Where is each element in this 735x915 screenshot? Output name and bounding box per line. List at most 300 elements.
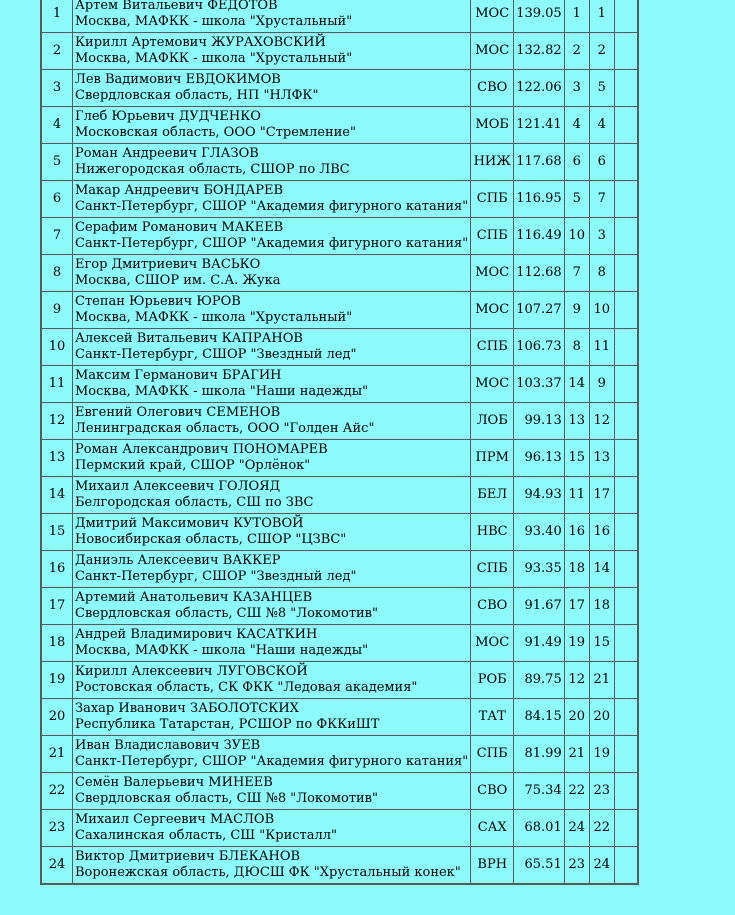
skater-cell <box>73 662 471 699</box>
short-program-place: 14 <box>568 376 585 391</box>
short-program-place-cell <box>564 514 589 551</box>
short-program-place: 17 <box>568 598 585 613</box>
region-code: БЕЛ <box>477 487 508 502</box>
total-score: 99.13 <box>524 413 562 428</box>
skater-name: Максим Германович БРАГИН <box>75 368 282 383</box>
total-score: 117.68 <box>516 154 562 169</box>
total-score-cell <box>514 810 565 847</box>
skater-club: Санкт-Петербург, СШОР "Академия фигурного катания" <box>75 199 469 214</box>
place-cell <box>41 107 73 144</box>
free-skate-place-cell <box>589 292 614 329</box>
short-program-place: 20 <box>568 709 585 724</box>
skater-club: Пермский край, СШОР "Орлёнок" <box>75 458 311 473</box>
skater-cell <box>73 107 471 144</box>
table-row <box>41 33 638 70</box>
short-program-place-cell <box>564 366 589 403</box>
skater-club: Сахалинская область, СШ "Кристалл" <box>75 828 337 843</box>
empty-cell <box>614 181 638 218</box>
region-cell <box>471 736 514 773</box>
skater-name: Михаил Сергеевич МАСЛОВ <box>75 812 275 827</box>
skater-name: Роман Александрович ПОНОМАРЕВ <box>75 442 328 457</box>
skater-cell <box>73 33 471 70</box>
short-program-place-cell <box>564 218 589 255</box>
place-value: 10 <box>48 339 66 354</box>
total-score-cell <box>514 366 565 403</box>
short-program-place-cell <box>564 662 589 699</box>
free-skate-place-cell <box>589 144 614 181</box>
place-cell <box>41 773 73 810</box>
short-program-place-cell <box>564 144 589 181</box>
total-score-cell <box>514 144 565 181</box>
place-value: 12 <box>48 413 66 428</box>
skater-cell <box>73 477 471 514</box>
skater-cell <box>73 736 471 773</box>
table-row <box>41 477 638 514</box>
skater-cell <box>73 847 471 885</box>
region-code: МОС <box>475 6 510 21</box>
total-score-cell <box>514 551 565 588</box>
region-cell <box>471 477 514 514</box>
total-score-cell <box>514 514 565 551</box>
skater-club: Республика Татарстан, РСШОР по ФККиШТ <box>75 717 380 732</box>
table-row <box>41 810 638 847</box>
total-score-cell <box>514 736 565 773</box>
free-skate-place-cell <box>589 736 614 773</box>
place-value: 9 <box>52 302 62 317</box>
skater-cell <box>73 699 471 736</box>
skater-club: Свердловская область, НП "НЛФК" <box>75 88 319 103</box>
place-cell <box>41 440 73 477</box>
free-skate-place: 2 <box>597 43 606 58</box>
table-row <box>41 0 638 33</box>
total-score: 68.01 <box>524 820 562 835</box>
total-score: 93.40 <box>524 524 562 539</box>
skater-name: Михаил Алексеевич ГОЛОЯД <box>75 479 281 494</box>
skater-cell <box>73 329 471 366</box>
empty-cell <box>614 514 638 551</box>
skater-club: Москва, МАФКК - школа "Хрустальный" <box>75 310 353 325</box>
total-score-cell <box>514 588 565 625</box>
total-score-cell <box>514 107 565 144</box>
skater-club: Белгородская область, СШ по ЗВС <box>75 495 314 510</box>
skater-cell <box>73 292 471 329</box>
free-skate-place-cell <box>589 810 614 847</box>
empty-cell <box>614 810 638 847</box>
short-program-place: 9 <box>572 302 581 317</box>
total-score-cell <box>514 440 565 477</box>
free-skate-place-cell <box>589 773 614 810</box>
free-skate-place-cell <box>589 625 614 662</box>
skater-name: Захар Иванович ЗАБОЛОТСКИХ <box>75 701 299 716</box>
skater-cell <box>73 588 471 625</box>
total-score: 103.37 <box>516 376 562 391</box>
table-row <box>41 588 638 625</box>
free-skate-place: 14 <box>593 561 610 576</box>
region-cell <box>471 847 514 885</box>
short-program-place: 24 <box>568 820 585 835</box>
place-cell <box>41 33 73 70</box>
skater-name: Алексей Витальевич КАПРАНОВ <box>75 331 303 346</box>
empty-cell <box>614 736 638 773</box>
region-code: МОС <box>475 635 510 650</box>
place-value: 6 <box>52 191 62 206</box>
free-skate-place: 1 <box>597 6 606 21</box>
free-skate-place: 12 <box>593 413 610 428</box>
region-cell <box>471 144 514 181</box>
skater-name: Артём Витальевич ФЕДОТОВ <box>75 0 278 13</box>
region-cell <box>471 107 514 144</box>
free-skate-place-cell <box>589 514 614 551</box>
free-skate-place: 10 <box>593 302 610 317</box>
free-skate-place-cell <box>589 551 614 588</box>
table-row <box>41 144 638 181</box>
skater-cell <box>73 366 471 403</box>
total-score-cell <box>514 773 565 810</box>
total-score-cell <box>514 292 565 329</box>
table-row <box>41 107 638 144</box>
short-program-place-cell <box>564 181 589 218</box>
short-program-place: 22 <box>568 783 585 798</box>
short-program-place: 7 <box>572 265 581 280</box>
skater-name: Семён Валерьевич МИНЕЕВ <box>75 775 273 790</box>
table-row <box>41 773 638 810</box>
skater-cell <box>73 0 471 33</box>
short-program-place: 13 <box>568 413 585 428</box>
region-cell <box>471 366 514 403</box>
region-cell <box>471 181 514 218</box>
total-score-cell <box>514 218 565 255</box>
free-skate-place: 22 <box>593 820 610 835</box>
skater-name: Даниэль Алексеевич ВАККЕР <box>75 553 281 568</box>
total-score: 107.27 <box>516 302 562 317</box>
free-skate-place-cell <box>589 255 614 292</box>
total-score: 116.95 <box>516 191 562 206</box>
total-score: 94.93 <box>524 487 562 502</box>
short-program-place: 21 <box>568 746 585 761</box>
region-code: МОС <box>475 43 510 58</box>
short-program-place: 18 <box>568 561 585 576</box>
total-score-cell <box>514 255 565 292</box>
place-value: 7 <box>52 228 62 243</box>
free-skate-place: 11 <box>593 339 610 354</box>
place-cell <box>41 218 73 255</box>
short-program-place-cell <box>564 736 589 773</box>
table-row <box>41 218 638 255</box>
skater-name: Дмитрий Максимович КУТОВОЙ <box>75 516 304 531</box>
table-row <box>41 329 638 366</box>
empty-cell <box>614 255 638 292</box>
skater-club: Санкт-Петербург, СШОР "Академия фигурного катания" <box>75 754 469 769</box>
free-skate-place: 9 <box>597 376 606 391</box>
short-program-place-cell <box>564 847 589 885</box>
short-program-place-cell <box>564 588 589 625</box>
free-skate-place: 7 <box>597 191 606 206</box>
table-row <box>41 662 638 699</box>
total-score: 91.49 <box>524 635 562 650</box>
skater-club: Ленинградская область, ООО "Голден Айс" <box>75 421 375 436</box>
skater-name: Егор Дмитриевич ВАСЬКО <box>75 257 261 272</box>
total-score-cell <box>514 70 565 107</box>
place-cell <box>41 477 73 514</box>
skater-club: Новосибирская область, СШОР "ЦЗВС" <box>75 532 347 547</box>
total-score-cell <box>514 33 565 70</box>
skater-cell <box>73 70 471 107</box>
region-cell <box>471 588 514 625</box>
skater-club: Московская область, ООО "Стремление" <box>75 125 356 140</box>
short-program-place-cell <box>564 255 589 292</box>
skater-club: Санкт-Петербург, СШОР "Академия фигурного катания" <box>75 236 469 251</box>
region-cell <box>471 70 514 107</box>
region-cell <box>471 292 514 329</box>
empty-cell <box>614 477 638 514</box>
skater-club: Свердловская область, СШ №8 "Локомотив" <box>75 791 378 806</box>
free-skate-place-cell <box>589 33 614 70</box>
short-program-place: 19 <box>568 635 585 650</box>
region-code: МОС <box>475 265 510 280</box>
total-score: 93.35 <box>524 561 562 576</box>
free-skate-place: 20 <box>593 709 610 724</box>
place-cell <box>41 699 73 736</box>
region-cell <box>471 33 514 70</box>
short-program-place-cell <box>564 625 589 662</box>
short-program-place-cell <box>564 773 589 810</box>
total-score: 91.67 <box>524 598 562 613</box>
skater-club: Москва, МАФКК - школа "Хрустальный" <box>75 14 353 29</box>
free-skate-place-cell <box>589 662 614 699</box>
region-cell <box>471 218 514 255</box>
total-score-cell <box>514 662 565 699</box>
short-program-place: 23 <box>568 857 585 872</box>
skater-name: Кирилл Алексеевич ЛУГОВСКОЙ <box>75 664 308 679</box>
skater-club: Свердловская область, СШ №8 "Локомотив" <box>75 606 378 621</box>
table-row <box>41 181 638 218</box>
free-skate-place-cell <box>589 70 614 107</box>
place-value: 5 <box>52 154 62 169</box>
short-program-place-cell <box>564 440 589 477</box>
free-skate-place: 15 <box>593 635 610 650</box>
region-code: МОС <box>475 376 510 391</box>
free-skate-place-cell <box>589 477 614 514</box>
short-program-place: 16 <box>568 524 585 539</box>
place-value: 1 <box>52 6 62 21</box>
table-row <box>41 70 638 107</box>
free-skate-place-cell <box>589 0 614 33</box>
place-value: 22 <box>48 783 66 798</box>
short-program-place: 3 <box>572 80 581 95</box>
empty-cell <box>614 144 638 181</box>
empty-cell <box>614 0 638 33</box>
empty-cell <box>614 551 638 588</box>
table-row <box>41 255 638 292</box>
empty-cell <box>614 588 638 625</box>
region-cell <box>471 810 514 847</box>
skater-cell <box>73 810 471 847</box>
total-score: 84.15 <box>524 709 562 724</box>
skater-cell <box>73 144 471 181</box>
place-value: 24 <box>48 857 66 872</box>
results-table-body <box>41 0 638 884</box>
table-row <box>41 403 638 440</box>
skater-cell <box>73 625 471 662</box>
region-code: НИЖ <box>473 154 511 169</box>
region-cell <box>471 514 514 551</box>
region-code: СПБ <box>476 339 508 354</box>
short-program-place: 5 <box>572 191 581 206</box>
skater-cell <box>73 440 471 477</box>
free-skate-place: 19 <box>593 746 610 761</box>
place-cell <box>41 292 73 329</box>
place-value: 17 <box>48 598 66 613</box>
region-code: НВС <box>476 524 508 539</box>
total-score: 89.75 <box>524 672 562 687</box>
skater-name: Виктор Дмитриевич БЛЕКАНОВ <box>75 849 301 864</box>
place-cell <box>41 847 73 885</box>
short-program-place-cell <box>564 403 589 440</box>
short-program-place: 10 <box>568 228 585 243</box>
region-code: САХ <box>477 820 507 835</box>
free-skate-place: 23 <box>593 783 610 798</box>
region-code: СВО <box>477 80 508 95</box>
region-cell <box>471 0 514 33</box>
total-score: 112.68 <box>516 265 562 280</box>
place-cell <box>41 181 73 218</box>
free-skate-place-cell <box>589 181 614 218</box>
empty-cell <box>614 33 638 70</box>
skater-cell <box>73 255 471 292</box>
region-code: ЛОБ <box>476 413 508 428</box>
skater-club: Санкт-Петербург, СШОР "Звездный лед" <box>75 569 357 584</box>
place-cell <box>41 551 73 588</box>
free-skate-place: 8 <box>597 265 606 280</box>
place-value: 2 <box>52 43 62 58</box>
short-program-place-cell <box>564 810 589 847</box>
total-score-cell <box>514 625 565 662</box>
region-cell <box>471 773 514 810</box>
region-code: СПБ <box>476 228 508 243</box>
free-skate-place: 21 <box>593 672 610 687</box>
free-skate-place-cell <box>589 329 614 366</box>
free-skate-place: 5 <box>597 80 606 95</box>
region-code: ТАТ <box>478 709 506 724</box>
total-score-cell <box>514 403 565 440</box>
table-row <box>41 366 638 403</box>
place-value: 14 <box>48 487 66 502</box>
skater-club: Воронежская область, ДЮСШ ФК "Хрустальный конек" <box>75 865 461 880</box>
total-score-cell <box>514 181 565 218</box>
free-skate-place: 18 <box>593 598 610 613</box>
short-program-place: 2 <box>572 43 581 58</box>
region-code: СВО <box>477 598 508 613</box>
table-row <box>41 514 638 551</box>
skater-cell <box>73 403 471 440</box>
place-value: 23 <box>48 820 66 835</box>
place-cell <box>41 366 73 403</box>
region-cell <box>471 551 514 588</box>
total-score-cell <box>514 847 565 885</box>
short-program-place-cell <box>564 292 589 329</box>
skater-name: Андрей Владимирович КАСАТКИН <box>75 627 318 642</box>
short-program-place-cell <box>564 107 589 144</box>
free-skate-place: 24 <box>593 857 610 872</box>
region-code: СПБ <box>476 561 508 576</box>
short-program-place-cell <box>564 70 589 107</box>
skater-name: Иван Владиславович ЗУЕВ <box>75 738 261 753</box>
empty-cell <box>614 847 638 885</box>
total-score: 75.34 <box>524 783 562 798</box>
total-score: 122.06 <box>516 80 562 95</box>
free-skate-place-cell <box>589 366 614 403</box>
empty-cell <box>614 699 638 736</box>
region-cell <box>471 625 514 662</box>
region-cell <box>471 699 514 736</box>
short-program-place: 15 <box>568 450 585 465</box>
region-cell <box>471 329 514 366</box>
free-skate-place-cell <box>589 588 614 625</box>
short-program-place: 11 <box>568 487 585 502</box>
skater-cell <box>73 514 471 551</box>
total-score: 96.13 <box>524 450 562 465</box>
free-skate-place: 3 <box>597 228 606 243</box>
free-skate-place-cell <box>589 699 614 736</box>
place-value: 19 <box>48 672 66 687</box>
table-row <box>41 736 638 773</box>
skater-name: Макар Андреевич БОНДАРЕВ <box>75 183 284 198</box>
place-value: 21 <box>48 746 66 761</box>
total-score: 81.99 <box>524 746 562 761</box>
place-value: 20 <box>48 709 66 724</box>
place-cell <box>41 625 73 662</box>
empty-cell <box>614 773 638 810</box>
free-skate-place: 17 <box>593 487 610 502</box>
free-skate-place: 6 <box>597 154 606 169</box>
short-program-place-cell <box>564 699 589 736</box>
region-cell <box>471 440 514 477</box>
skater-name: Серафим Романович МАКЕЕВ <box>75 220 284 235</box>
empty-cell <box>614 292 638 329</box>
short-program-place-cell <box>564 551 589 588</box>
skater-cell <box>73 551 471 588</box>
free-skate-place-cell <box>589 847 614 885</box>
short-program-place-cell <box>564 477 589 514</box>
skater-cell <box>73 181 471 218</box>
skater-name: Артемий Анатольевич КАЗАНЦЕВ <box>75 590 313 605</box>
table-row <box>41 625 638 662</box>
total-score-cell <box>514 329 565 366</box>
skater-cell <box>73 218 471 255</box>
total-score: 116.49 <box>516 228 562 243</box>
place-value: 13 <box>48 450 66 465</box>
region-code: МОС <box>475 302 510 317</box>
empty-cell <box>614 218 638 255</box>
empty-cell <box>614 440 638 477</box>
place-cell <box>41 588 73 625</box>
results-table-wrapper <box>40 0 639 885</box>
place-cell <box>41 70 73 107</box>
free-skate-place-cell <box>589 218 614 255</box>
region-code: ВРН <box>477 857 508 872</box>
table-row <box>41 847 638 885</box>
region-code: СВО <box>477 783 508 798</box>
empty-cell <box>614 662 638 699</box>
place-value: 8 <box>52 265 62 280</box>
empty-cell <box>614 403 638 440</box>
skater-club: Ростовская область, СК ФКК "Ледовая академия" <box>75 680 418 695</box>
short-program-place: 6 <box>572 154 581 169</box>
short-program-place: 1 <box>572 6 581 21</box>
table-row <box>41 699 638 736</box>
total-score: 65.51 <box>524 857 562 872</box>
skater-club: Москва, МАФКК - школа "Наши надежды" <box>75 384 369 399</box>
